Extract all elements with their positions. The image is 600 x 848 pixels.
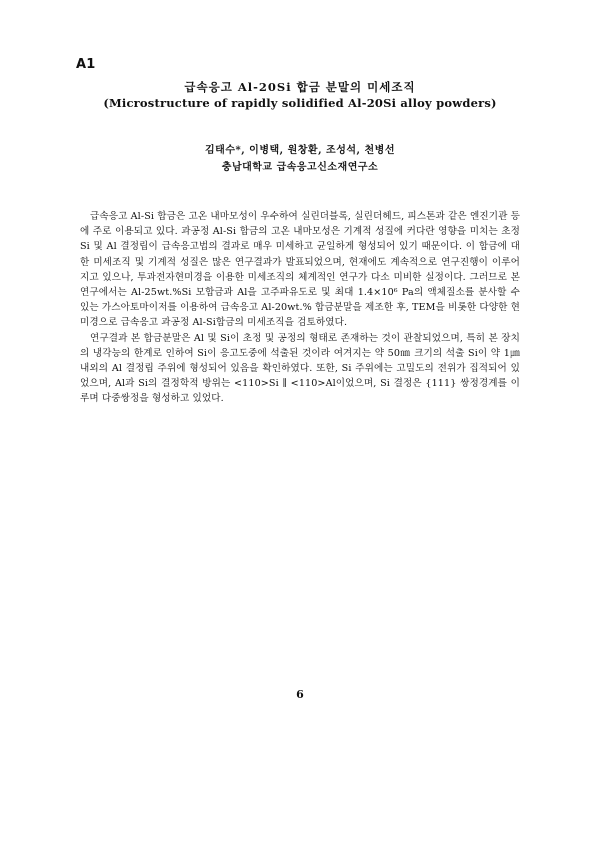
- section-id: A1: [76, 57, 96, 72]
- abstract-paragraph-2: 연구결과 본 합금분말은 Al 및 Si이 초정 및 공정의 형태로 존재하는 것이 관찰되었으며, 특히 본 장치의 냉각능의 한계로 인하여 Si이 응고도중에 석출된 것이라 여겨지는 약 50㎚ 크기의 석출 Si이 약 1㎛내외의 Al 결정립 주위에 형성되어 있음을 확인하였다. 또한, Si 주위에는 고밀도의 전위가 집적되어 있었으며, Al과 Si의 결정학적 방위는 <110>Si ∥ <110>Al이었으며, Si 결정은 {111} 쌍정경계를 이루며 다중쌍정을 형성하고 있었다.: [80, 332, 520, 405]
- abstract-paragraph-1: 급속응고 Al-Si 합금은 고온 내마모성이 우수하여 실린더블록, 실린더헤드, 피스톤과 같은 엔진기관 등에 주로 이용되고 있다. 과공정 Al-Si 합금의 고온 내마모성은 기계적 성질에 커다란 영향을 미치는 초정 Si 및 Al 결정립이 급속응고법의 결과로 매우 미세하고 균일하게 형성되어 있기 때문이다. 이 합금에 대한 미세조직 및 기계적 성질은 많은 연구결과가 발표되었으며, 현재에도 계속적으로 연구진행이 이루어지고 있으나, 투과전자현미경을 이용한 미세조직의 체계적인 연구가 다소 미비한 실정이다. 그러므로 본 연구에서는 Al-25wt.%Si 모합금과 Al을 고주파유도로 및 최대 1.4×10⁶ Pa의 액체질소를 분사할 수 있는 가스아토마이저를 이용하여 급속응고 Al-20wt.% 합금분말을 제조한 후, TEM을 비롯한 다양한 현미경으로 급속응고 과공정 Al-Si합금의 미세조직을 검토하였다.: [80, 211, 520, 329]
- title-korean: 급속응고 Al-20Si 합금 분말의 미세조직: [184, 80, 416, 94]
- title-english: (Microstructure of rapidly solidified Al-20Si alloy powders): [103, 96, 497, 110]
- affiliation: 충남대학교 급속응고신소재연구소: [221, 162, 379, 173]
- page-number: 6: [296, 688, 304, 701]
- abstract-body: [80, 209, 520, 407]
- author-list: 김태수*, 이병택, 원창환, 조성석, 천병선: [205, 145, 395, 156]
